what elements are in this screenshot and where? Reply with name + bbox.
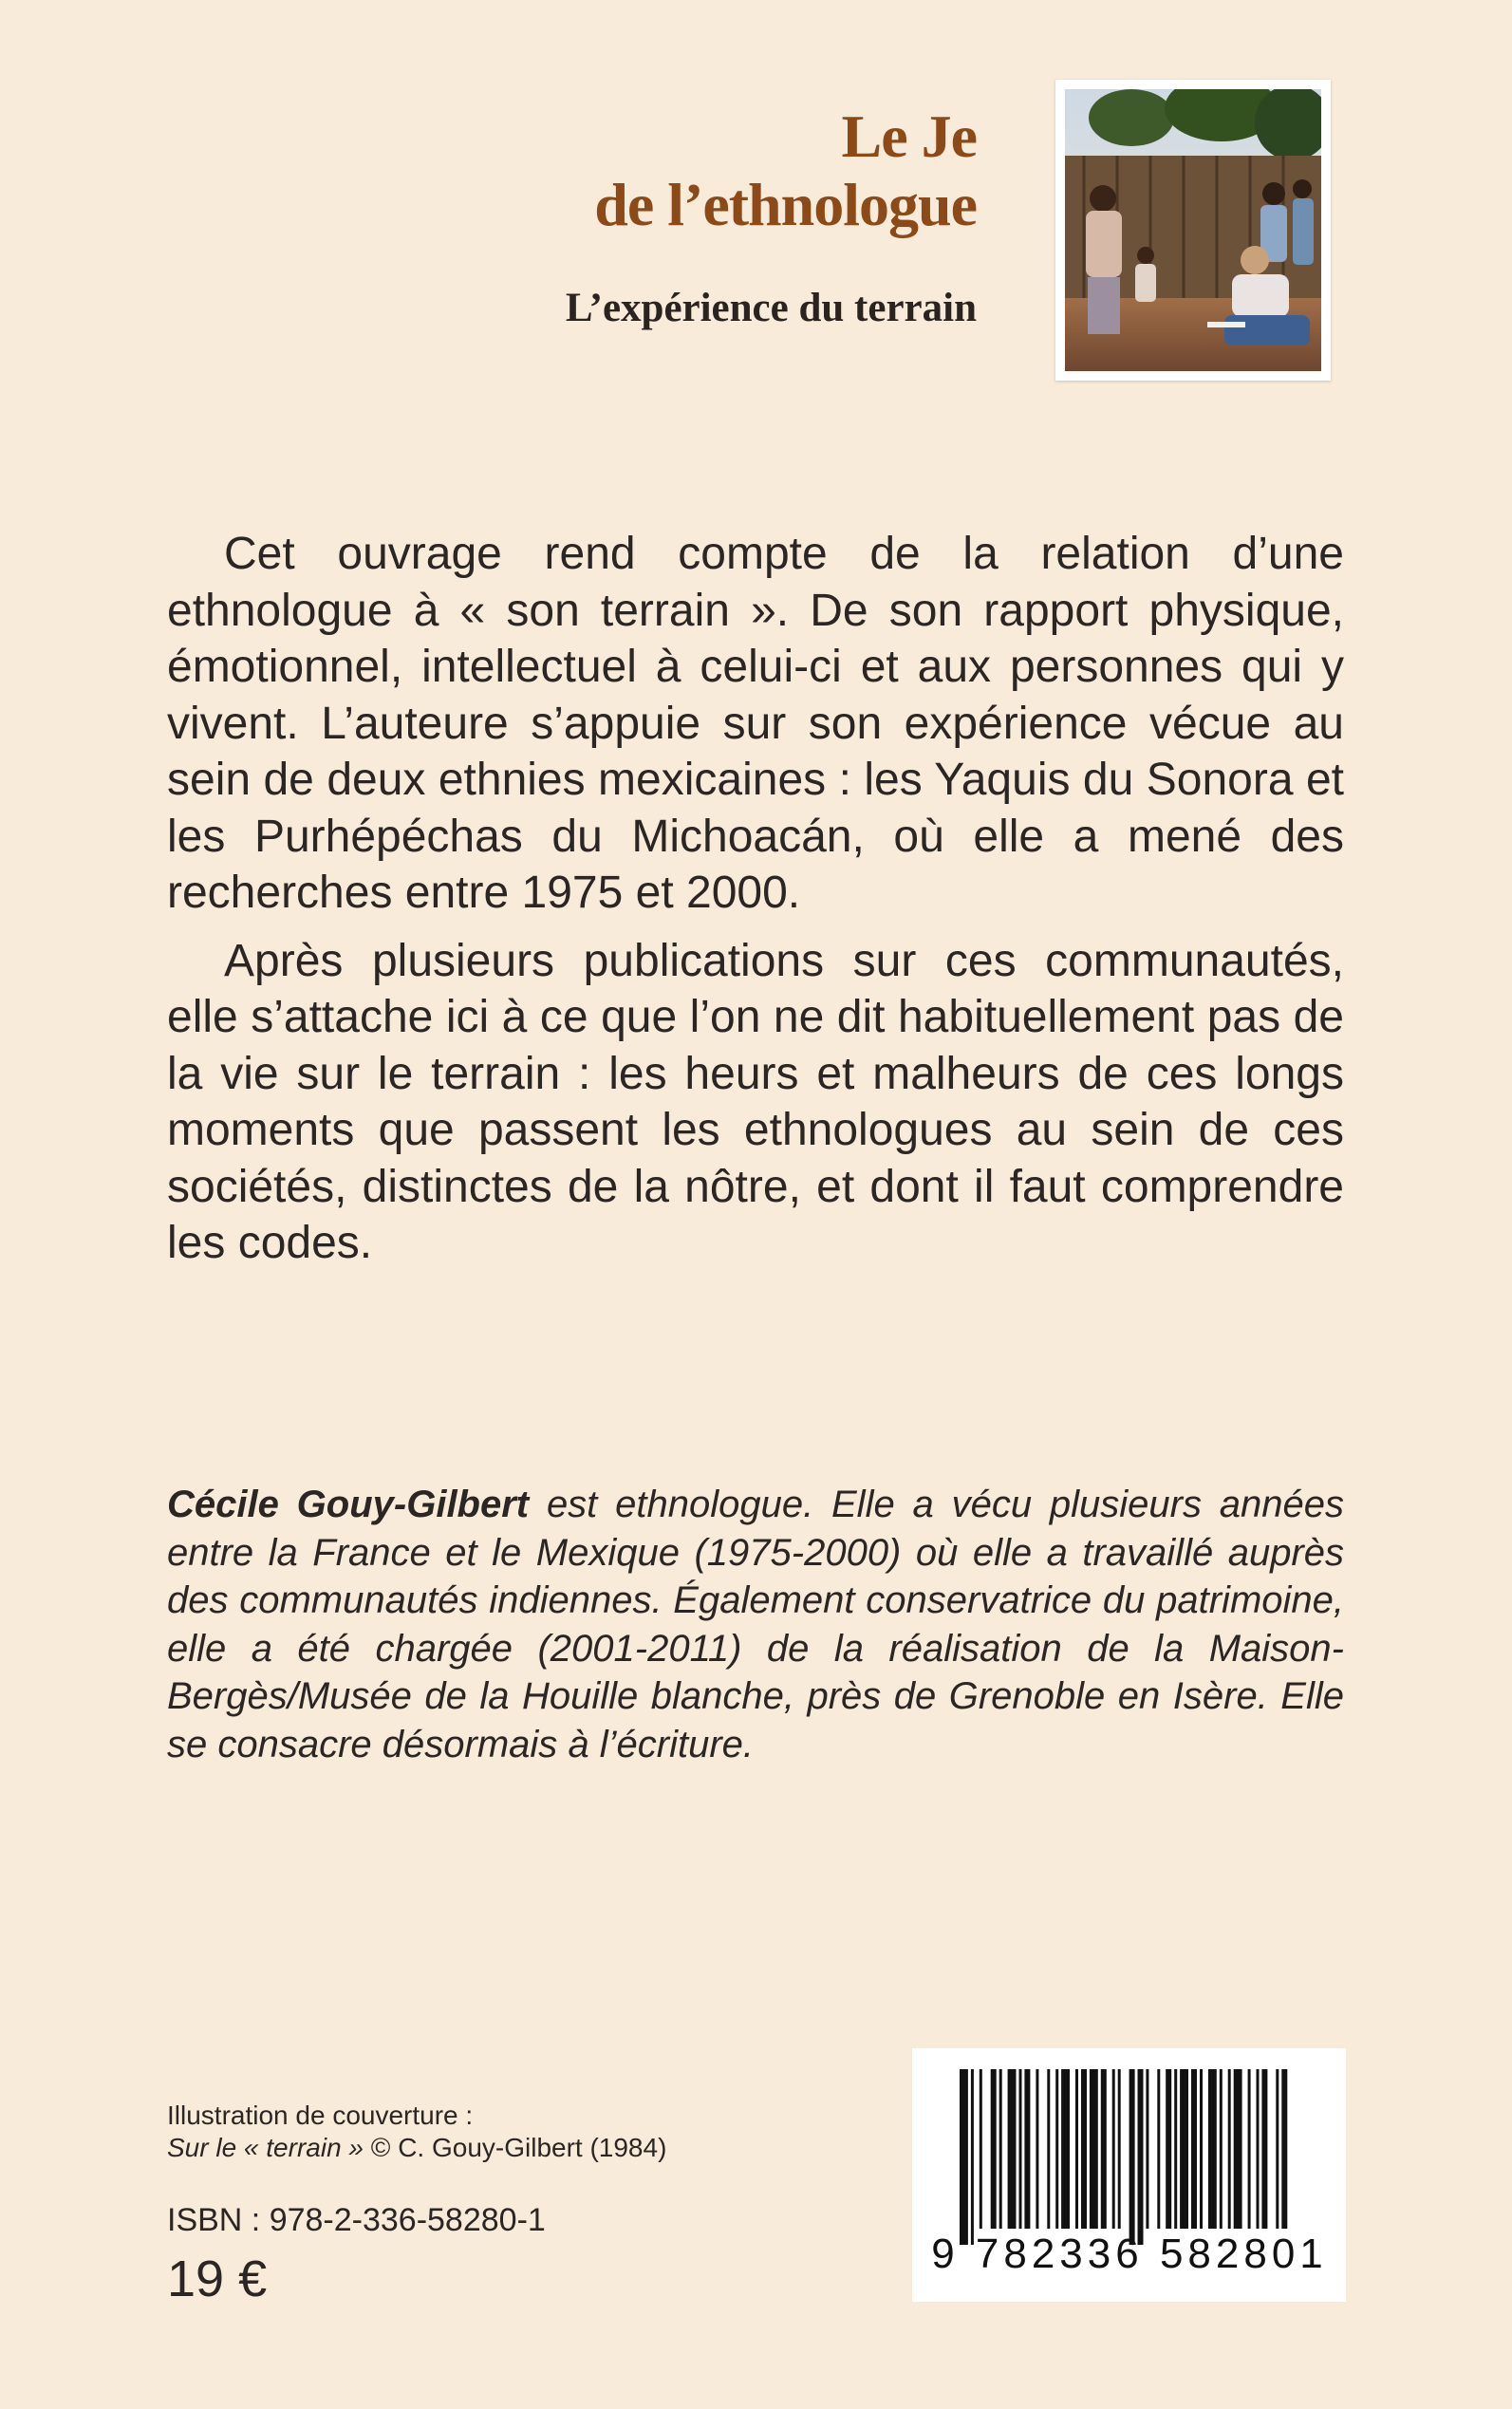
- barcode-bar: [1118, 2069, 1121, 2229]
- barcode-bar: [1261, 2069, 1267, 2229]
- credit-copyright: © C. Gouy-Gilbert (1984): [364, 2133, 667, 2162]
- description-paragraph-2: Après plusieurs publications sur ces communautés, elle s’attache ici à ce que l’on ne dit habituellement pas de la vie sur le terrain : les heurs et malheurs de ces longs moments que passent les ethnologues au sein de ces sociétés, distinctes de la nôtre, et dont il faut comprendre les codes.: [167, 935, 1344, 1268]
- credit-label: Illustration de couverture :: [167, 2101, 474, 2130]
- barcode-bar: [980, 2069, 982, 2229]
- barcode-bar: [1157, 2069, 1160, 2229]
- barcode-bar: [1191, 2069, 1197, 2229]
- barcode-bar: [1090, 2069, 1098, 2229]
- cover-credit: [167, 2100, 666, 2164]
- barcode-bar: [1200, 2069, 1203, 2229]
- barcode-bar: [991, 2069, 997, 2229]
- barcode-bar: [1019, 2069, 1022, 2229]
- book-title: [312, 103, 977, 239]
- barcode-bar: [1257, 2069, 1260, 2229]
- barcode-digits: 9 782336 582801: [931, 2231, 1328, 2277]
- description-paragraph-1: Cet ouvrage rend compte de la relation d’une ethnologue à « son terrain ». De son rapport physique, émotionnel, intellectuel à celui-ci et aux personnes qui y vivent. L’auteure s’appuie sur son expérience vécue au sein de deux ethnies mexicaines : les Yaquis du Sonora et les Purhépéchas du Michoacán, où elle a mené des recherches entre 1975 et 2000.: [167, 529, 1344, 918]
- barcode-bar: [1075, 2069, 1078, 2229]
- barcode-bar: [1129, 2069, 1135, 2245]
- barcode-bar: [1112, 2069, 1115, 2229]
- barcode-bar: [960, 2069, 968, 2245]
- book-description: [167, 526, 1344, 1283]
- barcode-bar: [1220, 2069, 1223, 2229]
- title-line-1: Le Je: [841, 103, 977, 170]
- photo-people-fieldwork-icon: [1065, 89, 1321, 371]
- barcode-bar: [1166, 2069, 1171, 2229]
- barcode-bar: [1008, 2069, 1017, 2229]
- barcode-bar: [971, 2069, 974, 2245]
- barcode: [912, 2048, 1346, 2302]
- barcode-bar: [1047, 2069, 1050, 2229]
- barcode-bar: [1208, 2069, 1217, 2229]
- barcode-bar: [1024, 2069, 1030, 2229]
- cover-photo: [1055, 80, 1331, 381]
- book-subtitle: L’expérience du terrain: [565, 286, 977, 330]
- barcode-bar: [1281, 2069, 1287, 2229]
- barcode-bar: [1146, 2069, 1148, 2229]
- credit-work-title: Sur le « terrain »: [167, 2133, 364, 2162]
- barcode-bar: [999, 2069, 1002, 2229]
- author-bio: [167, 1481, 1344, 1768]
- author-name: Cécile Gouy-Gilbert: [167, 1484, 530, 1525]
- barcode-bar: [1180, 2069, 1188, 2229]
- barcode-bar: [1101, 2069, 1107, 2229]
- barcode-bar: [1234, 2069, 1242, 2229]
- barcode-bar: [1061, 2069, 1070, 2229]
- barcode-bar: [1248, 2069, 1251, 2229]
- isbn: ISBN : 978-2-336-58280-1: [167, 2202, 546, 2238]
- barcode-bar: [1228, 2069, 1231, 2229]
- barcode-bar: [1055, 2069, 1058, 2229]
- price: 19 €: [167, 2250, 268, 2307]
- barcode-bar: [1276, 2069, 1279, 2229]
- barcode-bar: [1174, 2069, 1177, 2229]
- barcode-bar: [1036, 2069, 1038, 2229]
- author-bio-text: est ethnologue. Elle a vécu plusieurs années entre la France et le Mexique (1975-2000) où elle a travaillé auprès des communautés indiennes. Également conservatrice du patrimoine, elle a été chargée (2001-2011) de la réalisation de la Maison-Bergès/Musée de la Houille blanche, près de Grenoble en Isère. Elle se consacre désormais à l’écriture.: [167, 1484, 1344, 1765]
- title-line-2: de l’ethnologue: [594, 171, 977, 238]
- barcode-bar: [1081, 2069, 1087, 2229]
- credit-line: [167, 2132, 666, 2164]
- barcode-bar: [1138, 2069, 1144, 2245]
